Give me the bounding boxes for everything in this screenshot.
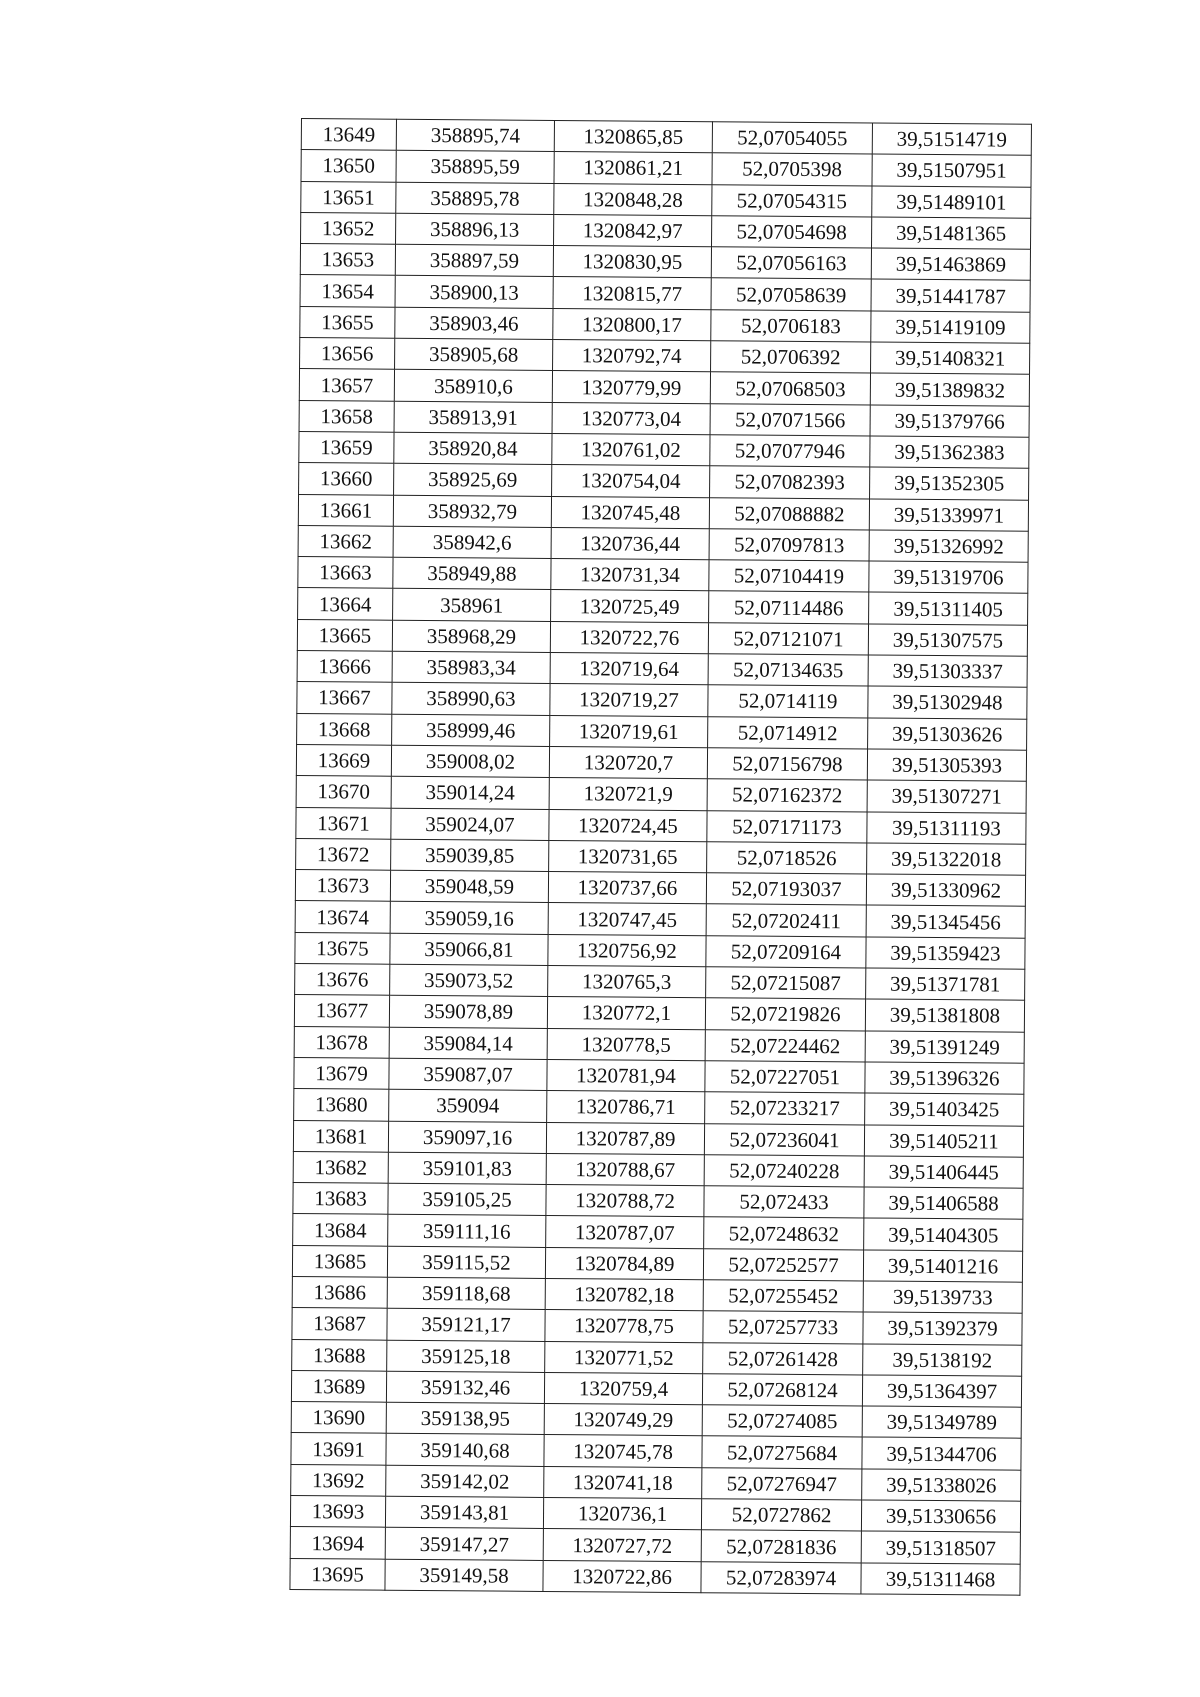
latitude-cell: 52,0714119: [708, 685, 868, 718]
longitude-cell: 39,51389832: [870, 373, 1029, 406]
x-coordinate-cell: 359105,25: [388, 1183, 546, 1216]
latitude-cell: 52,07227051: [705, 1061, 865, 1094]
latitude-cell: 52,07236041: [704, 1123, 864, 1156]
point-number-cell: 13664: [298, 588, 393, 620]
latitude-cell: 52,07134635: [708, 654, 868, 687]
latitude-cell: 52,07240228: [704, 1154, 864, 1187]
x-coordinate-cell: 358983,34: [392, 651, 550, 684]
latitude-cell: 52,07082393: [710, 466, 870, 499]
point-number-cell: 13662: [298, 525, 393, 557]
latitude-cell: 52,0718526: [707, 842, 867, 875]
y-coordinate-cell: 1320787,89: [546, 1122, 704, 1155]
point-number-cell: 13650: [301, 150, 396, 182]
x-coordinate-cell: 359140,68: [386, 1434, 544, 1467]
point-number-cell: 13660: [299, 463, 394, 495]
latitude-cell: 52,07275684: [702, 1436, 862, 1469]
longitude-cell: 39,51349789: [862, 1406, 1021, 1439]
y-coordinate-cell: 1320736,1: [543, 1498, 701, 1531]
x-coordinate-cell: 358910,6: [394, 370, 552, 403]
latitude-cell: 52,07224462: [705, 1029, 865, 1062]
point-number-cell: 13687: [292, 1308, 387, 1340]
y-coordinate-cell: 1320719,64: [550, 653, 708, 686]
point-number-cell: 13690: [291, 1402, 386, 1434]
point-number-cell: 13678: [294, 1026, 389, 1058]
x-coordinate-cell: 358895,59: [396, 151, 554, 184]
longitude-cell: 39,51463869: [871, 248, 1030, 281]
latitude-cell: 52,07058639: [711, 278, 871, 311]
longitude-cell: 39,51381808: [865, 999, 1024, 1032]
y-coordinate-cell: 1320842,97: [554, 214, 712, 247]
y-coordinate-cell: 1320765,3: [548, 965, 706, 998]
y-coordinate-cell: 1320792,74: [553, 340, 711, 373]
latitude-cell: 52,07162372: [707, 779, 867, 812]
longitude-cell: 39,51330962: [866, 874, 1025, 907]
x-coordinate-cell: 358968,29: [392, 620, 550, 653]
coordinates-table-body: [290, 119, 1032, 1596]
point-number-cell: 13683: [293, 1183, 388, 1215]
point-number-cell: 13665: [297, 619, 392, 651]
y-coordinate-cell: 1320724,45: [549, 809, 707, 842]
longitude-cell: 39,51305393: [867, 749, 1026, 782]
point-number-cell: 13691: [291, 1433, 386, 1465]
y-coordinate-cell: 1320773,04: [552, 402, 710, 435]
longitude-cell: 39,51379766: [870, 405, 1029, 438]
y-coordinate-cell: 1320756,92: [548, 934, 706, 967]
y-coordinate-cell: 1320761,02: [552, 433, 710, 466]
longitude-cell: 39,51392379: [863, 1312, 1022, 1345]
x-coordinate-cell: 359147,27: [385, 1528, 543, 1561]
x-coordinate-cell: 359014,24: [391, 776, 549, 809]
x-coordinate-cell: 359101,83: [388, 1152, 546, 1185]
latitude-cell: 52,0714912: [708, 716, 868, 749]
latitude-cell: 52,07068503: [710, 372, 870, 405]
point-number-cell: 13667: [297, 682, 392, 714]
longitude-cell: 39,51514719: [872, 123, 1031, 156]
latitude-cell: 52,07202411: [706, 904, 866, 937]
x-coordinate-cell: 359024,07: [391, 808, 549, 841]
latitude-cell: 52,07219826: [705, 998, 865, 1031]
longitude-cell: 39,51339971: [869, 499, 1028, 532]
latitude-cell: 52,0706392: [711, 341, 871, 374]
x-coordinate-cell: 359132,46: [386, 1371, 544, 1404]
x-coordinate-cell: 359039,85: [391, 839, 549, 872]
x-coordinate-cell: 359073,52: [390, 964, 548, 997]
point-number-cell: 13655: [300, 306, 395, 338]
y-coordinate-cell: 1320737,66: [548, 872, 706, 905]
longitude-cell: 39,5138192: [863, 1344, 1022, 1377]
longitude-cell: 39,51330656: [861, 1500, 1020, 1533]
longitude-cell: 39,51318507: [861, 1531, 1020, 1564]
longitude-cell: 39,51507951: [872, 154, 1031, 187]
longitude-cell: 39,51307271: [867, 780, 1026, 813]
longitude-cell: 39,51391249: [865, 1031, 1024, 1064]
longitude-cell: 39,51338026: [862, 1469, 1021, 1502]
table-row: [290, 1558, 1020, 1595]
longitude-cell: 39,51345456: [866, 905, 1025, 938]
x-coordinate-cell: 358925,69: [394, 464, 552, 497]
latitude-cell: 52,07257733: [703, 1311, 863, 1344]
longitude-cell: 39,51406588: [864, 1187, 1023, 1220]
x-coordinate-cell: 358905,68: [395, 338, 553, 371]
longitude-cell: 39,51404305: [864, 1218, 1023, 1251]
coordinates-table: [289, 118, 1032, 1596]
longitude-cell: 39,51303337: [868, 655, 1027, 688]
longitude-cell: 39,51326992: [869, 530, 1028, 563]
x-coordinate-cell: 358903,46: [395, 307, 553, 340]
x-coordinate-cell: 358961: [393, 589, 551, 622]
x-coordinate-cell: 358895,78: [396, 182, 554, 215]
latitude-cell: 52,07056163: [711, 247, 871, 280]
latitude-cell: 52,07121071: [708, 622, 868, 655]
latitude-cell: 52,07088882: [709, 497, 869, 530]
x-coordinate-cell: 358897,59: [395, 244, 553, 277]
longitude-cell: 39,51311193: [867, 811, 1026, 844]
x-coordinate-cell: 358895,74: [396, 119, 554, 152]
latitude-cell: 52,07104419: [709, 560, 869, 593]
y-coordinate-cell: 1320779,99: [552, 371, 710, 404]
longitude-cell: 39,51419109: [871, 311, 1030, 344]
longitude-cell: 39,51408321: [871, 342, 1030, 375]
latitude-cell: 52,07261428: [703, 1342, 863, 1375]
point-number-cell: 13656: [300, 338, 395, 370]
point-number-cell: 13672: [296, 838, 391, 870]
x-coordinate-cell: 359094: [389, 1089, 547, 1122]
y-coordinate-cell: 1320745,48: [551, 496, 709, 529]
y-coordinate-cell: 1320778,5: [547, 1028, 705, 1061]
x-coordinate-cell: 359066,81: [390, 933, 548, 966]
latitude-cell: 52,072433: [704, 1186, 864, 1219]
y-coordinate-cell: 1320830,95: [553, 246, 711, 279]
longitude-cell: 39,51319706: [869, 561, 1028, 594]
point-number-cell: 13680: [294, 1089, 389, 1121]
latitude-cell: 52,07077946: [710, 435, 870, 468]
latitude-cell: 52,07193037: [706, 873, 866, 906]
x-coordinate-cell: 358913,91: [394, 401, 552, 434]
x-coordinate-cell: 359125,18: [387, 1340, 545, 1373]
point-number-cell: 13654: [300, 275, 395, 307]
latitude-cell: 52,07255452: [703, 1280, 863, 1313]
longitude-cell: 39,51311405: [869, 592, 1028, 625]
latitude-cell: 52,07054315: [712, 184, 872, 217]
point-number-cell: 13669: [296, 744, 391, 776]
x-coordinate-cell: 359048,59: [390, 870, 548, 903]
longitude-cell: 39,51489101: [872, 186, 1031, 219]
y-coordinate-cell: 1320727,72: [543, 1529, 701, 1562]
latitude-cell: 52,07276947: [702, 1467, 862, 1500]
y-coordinate-cell: 1320731,65: [549, 840, 707, 873]
longitude-cell: 39,51403425: [865, 1093, 1024, 1126]
point-number-cell: 13689: [291, 1370, 386, 1402]
latitude-cell: 52,07215087: [706, 967, 866, 1000]
x-coordinate-cell: 358990,63: [392, 683, 550, 716]
latitude-cell: 52,07054055: [712, 122, 872, 155]
point-number-cell: 13674: [295, 901, 390, 933]
latitude-cell: 52,07274085: [702, 1405, 862, 1438]
longitude-cell: 39,51441787: [871, 279, 1030, 312]
x-coordinate-cell: 359087,07: [389, 1058, 547, 1091]
point-number-cell: 13671: [296, 807, 391, 839]
point-number-cell: 13675: [295, 932, 390, 964]
y-coordinate-cell: 1320865,85: [554, 120, 712, 153]
x-coordinate-cell: 359078,89: [389, 996, 547, 1029]
y-coordinate-cell: 1320778,75: [545, 1310, 703, 1343]
latitude-cell: 52,07281836: [701, 1530, 861, 1563]
longitude-cell: 39,51405211: [864, 1124, 1023, 1157]
y-coordinate-cell: 1320788,67: [546, 1153, 704, 1186]
y-coordinate-cell: 1320722,76: [550, 621, 708, 654]
x-coordinate-cell: 359008,02: [391, 745, 549, 778]
y-coordinate-cell: 1320782,18: [545, 1278, 703, 1311]
longitude-cell: 39,51359423: [866, 937, 1025, 970]
point-number-cell: 13670: [296, 776, 391, 808]
point-number-cell: 13679: [294, 1057, 389, 1089]
y-coordinate-cell: 1320736,44: [551, 527, 709, 560]
x-coordinate-cell: 358932,79: [393, 495, 551, 528]
latitude-cell: 52,07097813: [709, 529, 869, 562]
point-number-cell: 13684: [293, 1214, 388, 1246]
point-number-cell: 13661: [298, 494, 393, 526]
point-number-cell: 13668: [297, 713, 392, 745]
x-coordinate-cell: 359138,95: [386, 1402, 544, 1435]
point-number-cell: 13651: [301, 181, 396, 213]
y-coordinate-cell: 1320788,72: [546, 1185, 704, 1218]
x-coordinate-cell: 358942,6: [393, 526, 551, 559]
y-coordinate-cell: 1320749,29: [544, 1404, 702, 1437]
y-coordinate-cell: 1320815,77: [553, 277, 711, 310]
y-coordinate-cell: 1320772,1: [547, 997, 705, 1030]
longitude-cell: 39,51396326: [865, 1062, 1024, 1095]
point-number-cell: 13677: [294, 995, 389, 1027]
y-coordinate-cell: 1320720,7: [549, 746, 707, 779]
point-number-cell: 13681: [293, 1120, 388, 1152]
latitude-cell: 52,07252577: [703, 1248, 863, 1281]
latitude-cell: 52,07268124: [702, 1374, 862, 1407]
latitude-cell: 52,07071566: [710, 403, 870, 436]
x-coordinate-cell: 359059,16: [390, 902, 548, 935]
x-coordinate-cell: 358900,13: [395, 276, 553, 309]
x-coordinate-cell: 359097,16: [388, 1121, 546, 1154]
latitude-cell: 52,07171173: [707, 810, 867, 843]
point-number-cell: 13673: [295, 870, 390, 902]
latitude-cell: 52,07156798: [707, 748, 867, 781]
y-coordinate-cell: 1320725,49: [551, 590, 709, 623]
longitude-cell: 39,51302948: [868, 686, 1027, 719]
point-number-cell: 13688: [292, 1339, 387, 1371]
y-coordinate-cell: 1320719,27: [550, 684, 708, 717]
y-coordinate-cell: 1320784,89: [545, 1247, 703, 1280]
latitude-cell: 52,0706183: [711, 310, 871, 343]
longitude-cell: 39,51406445: [864, 1156, 1023, 1189]
point-number-cell: 13657: [299, 369, 394, 401]
x-coordinate-cell: 359111,16: [388, 1215, 546, 1248]
longitude-cell: 39,5139733: [863, 1281, 1022, 1314]
x-coordinate-cell: 359142,02: [386, 1465, 544, 1498]
x-coordinate-cell: 358920,84: [394, 432, 552, 465]
latitude-cell: 52,0705398: [712, 153, 872, 186]
y-coordinate-cell: 1320800,17: [553, 308, 711, 341]
point-number-cell: 13695: [290, 1558, 385, 1590]
point-number-cell: 13652: [301, 212, 396, 244]
y-coordinate-cell: 1320861,21: [554, 152, 712, 185]
longitude-cell: 39,51307575: [868, 624, 1027, 657]
point-number-cell: 13666: [297, 651, 392, 683]
longitude-cell: 39,51364397: [862, 1375, 1021, 1408]
latitude-cell: 52,07233217: [705, 1092, 865, 1125]
x-coordinate-cell: 359121,17: [387, 1308, 545, 1341]
y-coordinate-cell: 1320745,78: [544, 1435, 702, 1468]
longitude-cell: 39,51371781: [866, 968, 1025, 1001]
x-coordinate-cell: 358949,88: [393, 557, 551, 590]
longitude-cell: 39,51481365: [871, 217, 1030, 250]
x-coordinate-cell: 359084,14: [389, 1027, 547, 1060]
y-coordinate-cell: 1320848,28: [554, 183, 712, 216]
point-number-cell: 13682: [293, 1151, 388, 1183]
x-coordinate-cell: 359115,52: [387, 1246, 545, 1279]
point-number-cell: 13649: [301, 119, 396, 151]
point-number-cell: 13692: [291, 1464, 386, 1496]
y-coordinate-cell: 1320719,61: [550, 715, 708, 748]
longitude-cell: 39,51322018: [867, 843, 1026, 876]
point-number-cell: 13685: [292, 1245, 387, 1277]
latitude-cell: 52,07283974: [701, 1561, 861, 1594]
y-coordinate-cell: 1320787,07: [546, 1216, 704, 1249]
y-coordinate-cell: 1320721,9: [549, 778, 707, 811]
y-coordinate-cell: 1320747,45: [548, 903, 706, 936]
point-number-cell: 13659: [299, 431, 394, 463]
x-coordinate-cell: 358999,46: [392, 714, 550, 747]
point-number-cell: 13686: [292, 1276, 387, 1308]
x-coordinate-cell: 359149,58: [385, 1559, 543, 1592]
y-coordinate-cell: 1320781,94: [547, 1059, 705, 1092]
x-coordinate-cell: 359118,68: [387, 1277, 545, 1310]
latitude-cell: 52,0727862: [701, 1499, 861, 1532]
longitude-cell: 39,51352305: [870, 467, 1029, 500]
y-coordinate-cell: 1320722,86: [543, 1560, 701, 1593]
point-number-cell: 13658: [299, 400, 394, 432]
y-coordinate-cell: 1320771,52: [545, 1341, 703, 1374]
point-number-cell: 13676: [295, 963, 390, 995]
longitude-cell: 39,51362383: [870, 436, 1029, 469]
latitude-cell: 52,07248632: [704, 1217, 864, 1250]
latitude-cell: 52,07054698: [712, 216, 872, 249]
longitude-cell: 39,51401216: [863, 1250, 1022, 1283]
y-coordinate-cell: 1320786,71: [547, 1091, 705, 1124]
point-number-cell: 13693: [290, 1496, 385, 1528]
longitude-cell: 39,51344706: [862, 1437, 1021, 1470]
y-coordinate-cell: 1320731,34: [551, 559, 709, 592]
y-coordinate-cell: 1320741,18: [544, 1466, 702, 1499]
y-coordinate-cell: 1320754,04: [552, 465, 710, 498]
point-number-cell: 13694: [290, 1527, 385, 1559]
y-coordinate-cell: 1320759,4: [544, 1372, 702, 1405]
longitude-cell: 39,51303626: [868, 718, 1027, 751]
x-coordinate-cell: 358896,13: [396, 213, 554, 246]
point-number-cell: 13663: [298, 557, 393, 589]
latitude-cell: 52,07114486: [709, 591, 869, 624]
latitude-cell: 52,07209164: [706, 935, 866, 968]
longitude-cell: 39,51311468: [861, 1563, 1020, 1596]
x-coordinate-cell: 359143,81: [385, 1496, 543, 1529]
point-number-cell: 13653: [300, 244, 395, 276]
